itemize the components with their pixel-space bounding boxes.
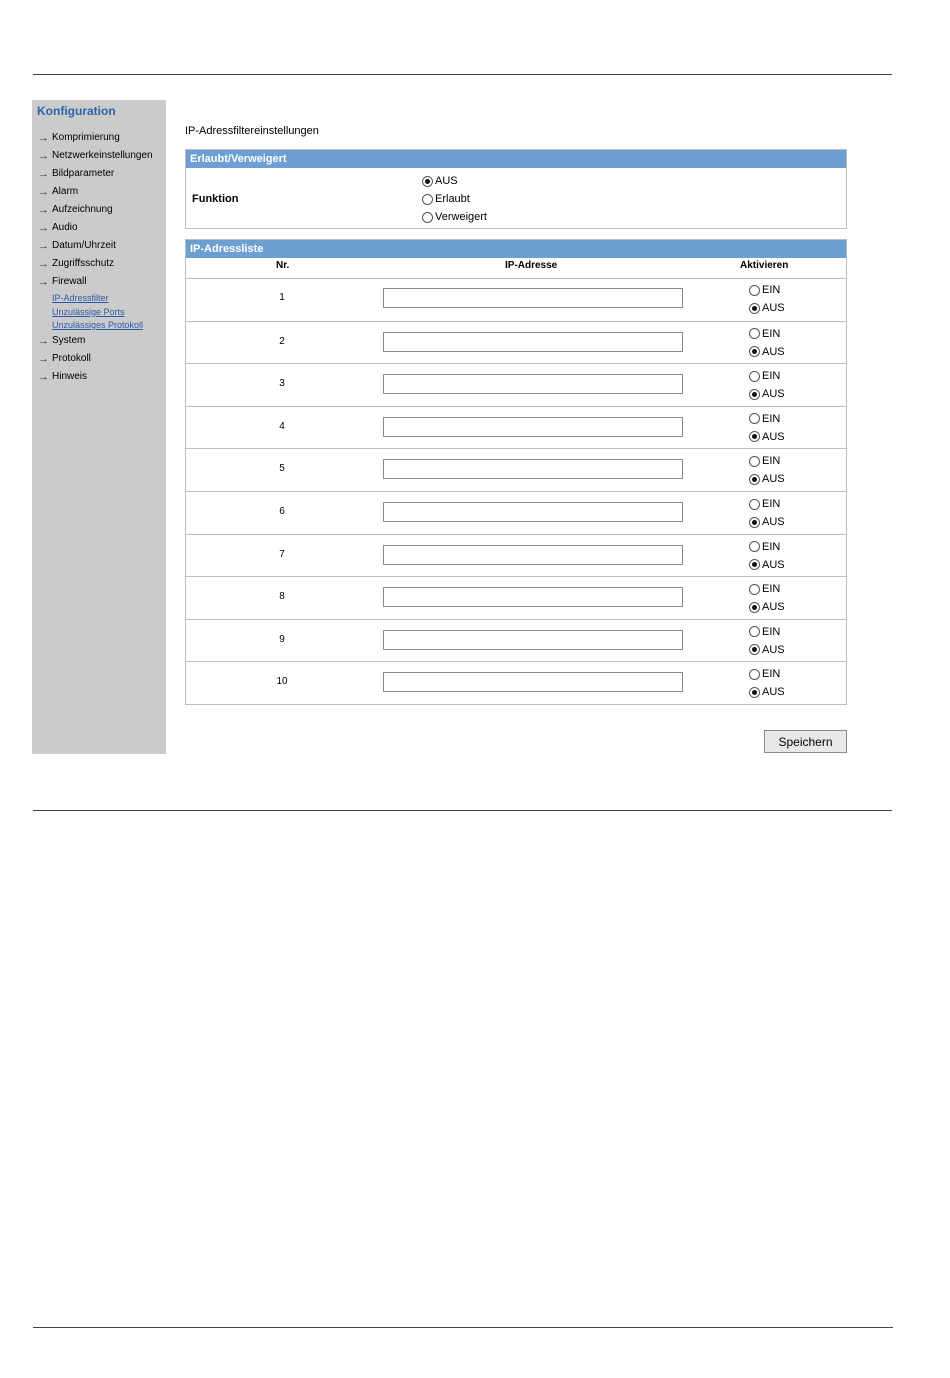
activate-ein-radio[interactable]	[749, 371, 760, 382]
activate-aus-option[interactable]	[749, 644, 785, 656]
activate-ein-radio[interactable]	[749, 669, 760, 680]
aus-label: AUS	[762, 643, 785, 656]
ein-label: EIN	[762, 625, 781, 638]
ein-label: EIN	[762, 455, 781, 468]
activate-aus-radio[interactable]	[749, 431, 760, 442]
activate-aus-radio[interactable]	[749, 602, 760, 613]
filter-mode-panel	[185, 149, 847, 229]
arrow-right-icon: →	[38, 276, 49, 288]
row-number: 3	[279, 378, 285, 390]
ip-address-input[interactable]	[383, 545, 683, 565]
activate-aus-radio[interactable]	[749, 644, 760, 655]
activate-aus-option[interactable]	[749, 559, 785, 571]
activate-aus-option[interactable]	[749, 473, 785, 485]
row-number: 9	[279, 633, 285, 645]
sidebar-item-zugriffsschutz[interactable]	[32, 256, 166, 274]
filter-option-erlaubt-radio[interactable]	[422, 194, 433, 205]
table-row	[186, 534, 846, 577]
table-row	[186, 661, 846, 704]
ip-address-input[interactable]	[383, 417, 683, 437]
column-header-nr: Nr.	[276, 260, 290, 271]
filter-option-label: AUS	[435, 175, 458, 187]
sidebar-item-label: Bildparameter	[52, 168, 115, 179]
activate-aus-option[interactable]	[749, 302, 785, 314]
table-row	[186, 491, 846, 534]
middle-divider	[33, 810, 892, 811]
ip-address-input[interactable]	[383, 459, 683, 479]
activate-aus-option[interactable]	[749, 346, 785, 358]
activate-aus-option[interactable]	[749, 388, 785, 400]
sidebar-item-komprimierung[interactable]	[32, 130, 166, 148]
sidebar	[32, 100, 166, 754]
activate-aus-radio[interactable]	[749, 517, 760, 528]
sidebar-item-system[interactable]	[32, 333, 166, 351]
sidebar-item-datum-uhrzeit[interactable]	[32, 238, 166, 256]
sidebar-item-label: Datum/Uhrzeit	[52, 240, 116, 251]
activate-ein-option[interactable]	[749, 498, 780, 510]
ein-label: EIN	[762, 583, 781, 596]
activate-ein-option[interactable]	[749, 455, 780, 467]
activate-aus-radio[interactable]	[749, 559, 760, 570]
funktion-label: Funktion	[192, 193, 239, 205]
page-title: IP-Adressfiltereinstellungen	[185, 125, 319, 137]
ein-label: EIN	[762, 540, 781, 553]
sidebar-item-label: System	[52, 334, 86, 346]
ip-address-input[interactable]	[383, 288, 683, 308]
ip-list-header: IP-Adressliste	[186, 240, 846, 258]
ein-label: EIN	[762, 327, 781, 340]
activate-ein-radio[interactable]	[749, 456, 760, 467]
arrow-right-icon: →	[38, 334, 49, 347]
ip-address-input[interactable]	[383, 374, 683, 394]
arrow-right-icon: →	[38, 168, 49, 180]
activate-ein-option[interactable]	[749, 541, 780, 553]
arrow-right-icon: →	[38, 352, 49, 365]
sidebar-item-label: Komprimierung	[52, 132, 120, 143]
activate-ein-option[interactable]	[749, 413, 780, 425]
activate-ein-option[interactable]	[749, 328, 780, 340]
aus-label: AUS	[762, 388, 785, 401]
filter-mode-header: Erlaubt/Verweigert	[186, 150, 846, 168]
table-row	[186, 278, 846, 321]
row-number: 8	[279, 591, 285, 603]
table-row	[186, 321, 846, 364]
table-row	[186, 448, 846, 491]
sidebar-item-label: Firewall	[52, 276, 87, 287]
activate-ein-radio[interactable]	[749, 626, 760, 637]
ip-address-input[interactable]	[383, 672, 683, 692]
arrow-right-icon: →	[38, 186, 49, 198]
ein-label: EIN	[762, 370, 781, 383]
activate-aus-option[interactable]	[749, 431, 785, 443]
sidebar-subitem-unzulaessiges-protokoll[interactable]: Unzulässiges Protokoll	[52, 320, 144, 330]
activate-ein-option[interactable]	[749, 370, 780, 382]
ip-address-list-panel	[185, 239, 847, 705]
table-row	[186, 363, 846, 406]
table-row	[186, 619, 846, 662]
sidebar-nav	[32, 130, 166, 387]
row-number: 6	[279, 506, 285, 517]
sidebar-item-alarm[interactable]	[32, 184, 166, 202]
activate-ein-radio[interactable]	[749, 413, 760, 424]
ip-address-input[interactable]	[383, 332, 683, 352]
activate-aus-radio[interactable]	[749, 687, 760, 698]
sidebar-item-netzwerkeinstellungen[interactable]	[32, 148, 166, 166]
arrow-right-icon: →	[38, 132, 49, 144]
ip-address-input[interactable]	[383, 502, 683, 522]
row-number: 5	[279, 463, 285, 475]
column-header-activate: Aktivieren	[740, 260, 789, 271]
ip-address-input[interactable]	[383, 587, 683, 607]
save-button[interactable]: Speichern	[764, 730, 847, 753]
activate-aus-radio[interactable]	[749, 389, 760, 400]
filter-option-erlaubt[interactable]	[422, 193, 470, 205]
arrow-right-icon: →	[38, 258, 49, 270]
sidebar-title: Konfiguration	[37, 104, 116, 118]
aus-label: AUS	[762, 558, 785, 571]
sidebar-item-aufzeichnung[interactable]	[32, 202, 166, 220]
sidebar-item-hinweis[interactable]	[32, 369, 166, 387]
activate-ein-radio[interactable]	[749, 328, 760, 339]
sidebar-subitem-ip-adressfilter[interactable]: IP-Adressfilter	[52, 293, 109, 303]
activate-ein-option[interactable]	[749, 668, 780, 680]
ip-address-input[interactable]	[383, 630, 683, 650]
activate-aus-radio[interactable]	[749, 303, 760, 314]
aus-label: AUS	[762, 601, 785, 614]
activate-aus-radio[interactable]	[749, 474, 760, 485]
row-number: 2	[279, 335, 285, 347]
aus-label: AUS	[762, 302, 785, 314]
row-number: 7	[279, 548, 285, 560]
activate-aus-option[interactable]	[749, 686, 785, 698]
arrow-right-icon: →	[38, 240, 49, 252]
activate-aus-option[interactable]	[749, 516, 785, 528]
activate-ein-option[interactable]	[749, 284, 780, 296]
ein-label: EIN	[762, 498, 781, 510]
sidebar-item-label: Hinweis	[52, 370, 88, 382]
filter-option-aus[interactable]	[422, 175, 458, 187]
bottom-divider	[33, 1327, 893, 1328]
row-number: 10	[276, 676, 288, 688]
sidebar-item-firewall[interactable]	[32, 274, 166, 292]
filter-option-aus-radio[interactable]	[422, 176, 433, 187]
sidebar-item-label: Aufzeichnung	[52, 204, 113, 215]
activate-aus-radio[interactable]	[749, 346, 760, 357]
column-header-ip: IP-Adresse	[505, 260, 558, 271]
filter-option-label: Verweigert	[435, 211, 487, 223]
activate-ein-option[interactable]	[749, 626, 780, 638]
filter-option-label: Erlaubt	[435, 193, 470, 205]
activate-ein-radio[interactable]	[749, 584, 760, 595]
aus-label: AUS	[762, 473, 785, 486]
table-row	[186, 576, 846, 619]
row-number: 4	[279, 420, 285, 432]
arrow-right-icon: →	[38, 150, 49, 162]
sidebar-item-bildparameter[interactable]	[32, 166, 166, 184]
arrow-right-icon: →	[38, 222, 49, 234]
arrow-right-icon: →	[38, 204, 49, 216]
table-row	[186, 406, 846, 449]
activate-ein-radio[interactable]	[749, 541, 760, 552]
activate-ein-radio[interactable]	[749, 499, 760, 510]
filter-option-verweigert-radio[interactable]	[422, 212, 433, 223]
arrow-right-icon: →	[38, 370, 49, 383]
sidebar-item-label: Protokoll	[52, 352, 91, 364]
row-number: 1	[279, 292, 285, 303]
sidebar-item-label: Netzwerkeinstellungen	[52, 150, 153, 161]
aus-label: AUS	[762, 430, 785, 443]
sidebar-item-label: Zugriffsschutz	[52, 258, 115, 269]
sidebar-item-audio[interactable]	[32, 220, 166, 238]
aus-label: AUS	[762, 516, 785, 528]
sidebar-subitem-unzulaessige-ports[interactable]: Unzulässige Ports	[52, 306, 125, 317]
activate-aus-option[interactable]	[749, 601, 785, 613]
activate-ein-option[interactable]	[749, 583, 780, 595]
sidebar-item-protokoll[interactable]	[32, 351, 166, 369]
filter-option-verweigert[interactable]	[422, 211, 487, 223]
aus-label: AUS	[762, 345, 785, 358]
ein-label: EIN	[762, 284, 781, 296]
top-divider	[33, 74, 892, 75]
ein-label: EIN	[762, 412, 781, 425]
ein-label: EIN	[762, 668, 781, 681]
aus-label: AUS	[762, 686, 785, 699]
activate-ein-radio[interactable]	[749, 285, 760, 296]
sidebar-item-label: Alarm	[52, 186, 79, 197]
sidebar-item-label: Audio	[52, 222, 78, 233]
